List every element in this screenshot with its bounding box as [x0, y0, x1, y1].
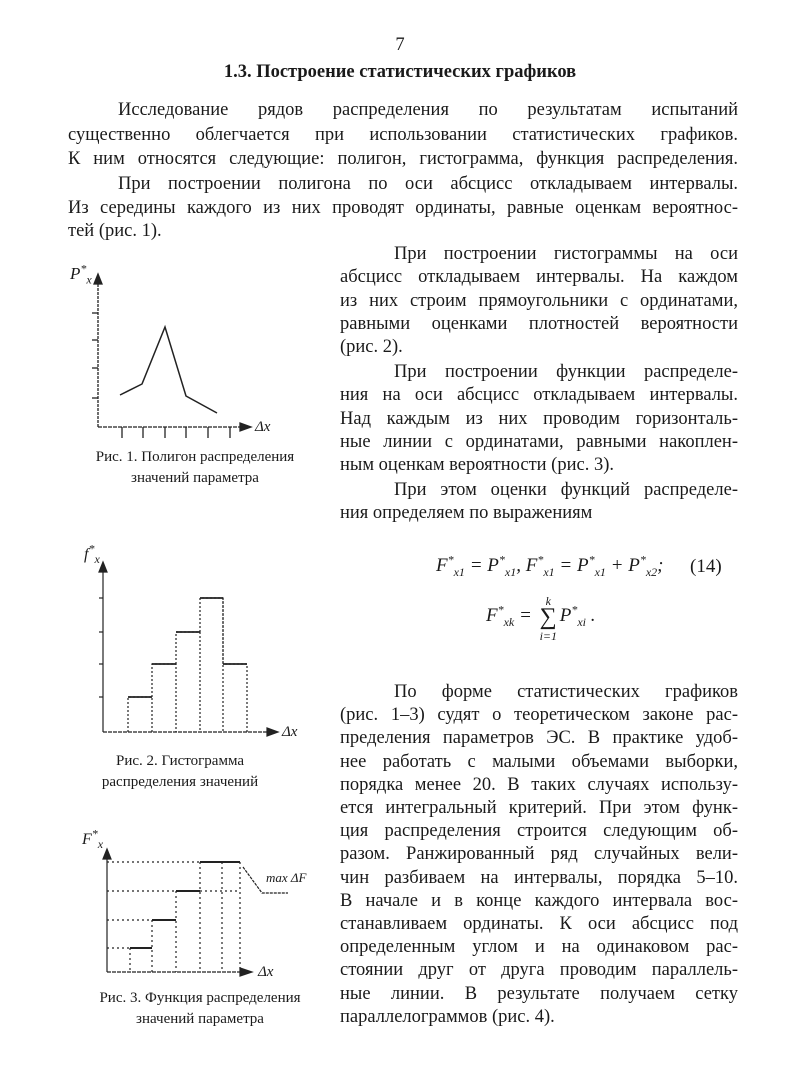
text-line: К ним относятся следующие: полигон, гистограмма, функция распределения. [68, 149, 738, 169]
text-line: ным оценкам вероятности (рис. 3). [340, 455, 614, 476]
text-line: ния определяем по выражениям [340, 503, 593, 524]
formula-line-1: $F^*_{x1} = P^*_{x1}$, $F^*_{x1} = P^*_{x1} + P^*_{x2}$; [436, 552, 664, 579]
text-line: абсцисс откладываем интервалы. На каждом [340, 267, 738, 288]
figure-1-caption: Рис. 1. Полигон распределения значений параметра [95, 449, 295, 486]
equation-number: (14) [690, 556, 722, 577]
text-line: При построении функции распределе- [394, 362, 738, 382]
figure-3-y-label: $F^*_x$ [82, 826, 104, 852]
text-line: существенно облегчается при использовании статистических графиков. [68, 124, 738, 145]
text-line: станавливаем ординаты. К оси абсцисс под [340, 914, 738, 934]
text-line: В начале и в конце каждого интервала вос- [340, 890, 738, 911]
text-line: ния на оси абсцисс откладываем интервалы. [340, 385, 738, 406]
text-line: Над каждым из них проводим горизонталь- [340, 408, 738, 429]
text-line: параллелограммов (рис. 4). [340, 1006, 555, 1027]
figure-2-x-label: Δx [282, 724, 298, 740]
section-title: 1.3. Построение статистических графиков [223, 62, 577, 82]
sum-operator: ∑ k i=1 [539, 593, 558, 643]
text-line: тей (рис. 1). [68, 221, 162, 241]
figure-2-caption: Рис. 2. Гистограмма распределения значений [101, 753, 259, 790]
text-line: При этом оценки функций распределе- [394, 480, 738, 500]
text-line: По форме статистических графиков [394, 682, 738, 702]
text-line: пределения параметров ЭС. В практике удоб- [340, 728, 738, 749]
text-line: нее работать с малыми объемами выборки, [340, 751, 738, 772]
text-line: определенным углом и на одинаковом рас- [340, 937, 738, 958]
figure-2-y-label: $f^*_x$ [84, 541, 100, 567]
text-line: равными оценками плотностей вероятности [340, 313, 738, 334]
text-line: ные линии с ординатами, равными накоплен- [340, 431, 738, 452]
figure-3-caption: Рис. 3. Функция распределения значений параметра [99, 990, 301, 1027]
text-line: (рис. 1–3) судят о теоретическом законе рас- [340, 705, 738, 726]
text-line: При построении полигона по оси абсцисс откладываем интервалы. [118, 174, 738, 194]
text-line: ция распределения строится следующим об- [340, 821, 738, 842]
text-line: из них строим прямоугольники с ординатами, [340, 290, 738, 311]
text-line: Исследование рядов распределения по результатам испытаний [118, 100, 738, 120]
figure-1-x-label: Δx [255, 419, 271, 435]
figure-3-x-label: Δx [258, 964, 274, 980]
text-line: ные линии. В результате получаем сетку [340, 983, 738, 1004]
figure-1-y-label: $P^*_x$ [70, 261, 92, 287]
text-line: чин разбиваем на интервалы, порядка 5–10. [340, 867, 738, 888]
text-line: (рис. 2). [340, 337, 403, 358]
text-line: стоянии друг от друга проводим параллель- [340, 960, 738, 981]
text-line: Из середины каждого из них проводят ординаты, равные оценкам вероятнос- [68, 197, 738, 218]
figure-3-annotation: max ΔF [266, 870, 307, 885]
page-number: 7 [395, 35, 405, 55]
text-line: разом. Ранжированный ряд случайных вели- [340, 844, 738, 865]
formula-line-2: $F^*_{xk}$ = ∑ k i=1 $P^*_{xi}$ . [486, 593, 596, 643]
text-line: При построении гистограммы на оси [394, 244, 738, 264]
text-line: ется интегральный критерий. При этом функ- [340, 798, 738, 818]
text-line: порядка менее 20. В таких случаях использу- [340, 774, 738, 795]
